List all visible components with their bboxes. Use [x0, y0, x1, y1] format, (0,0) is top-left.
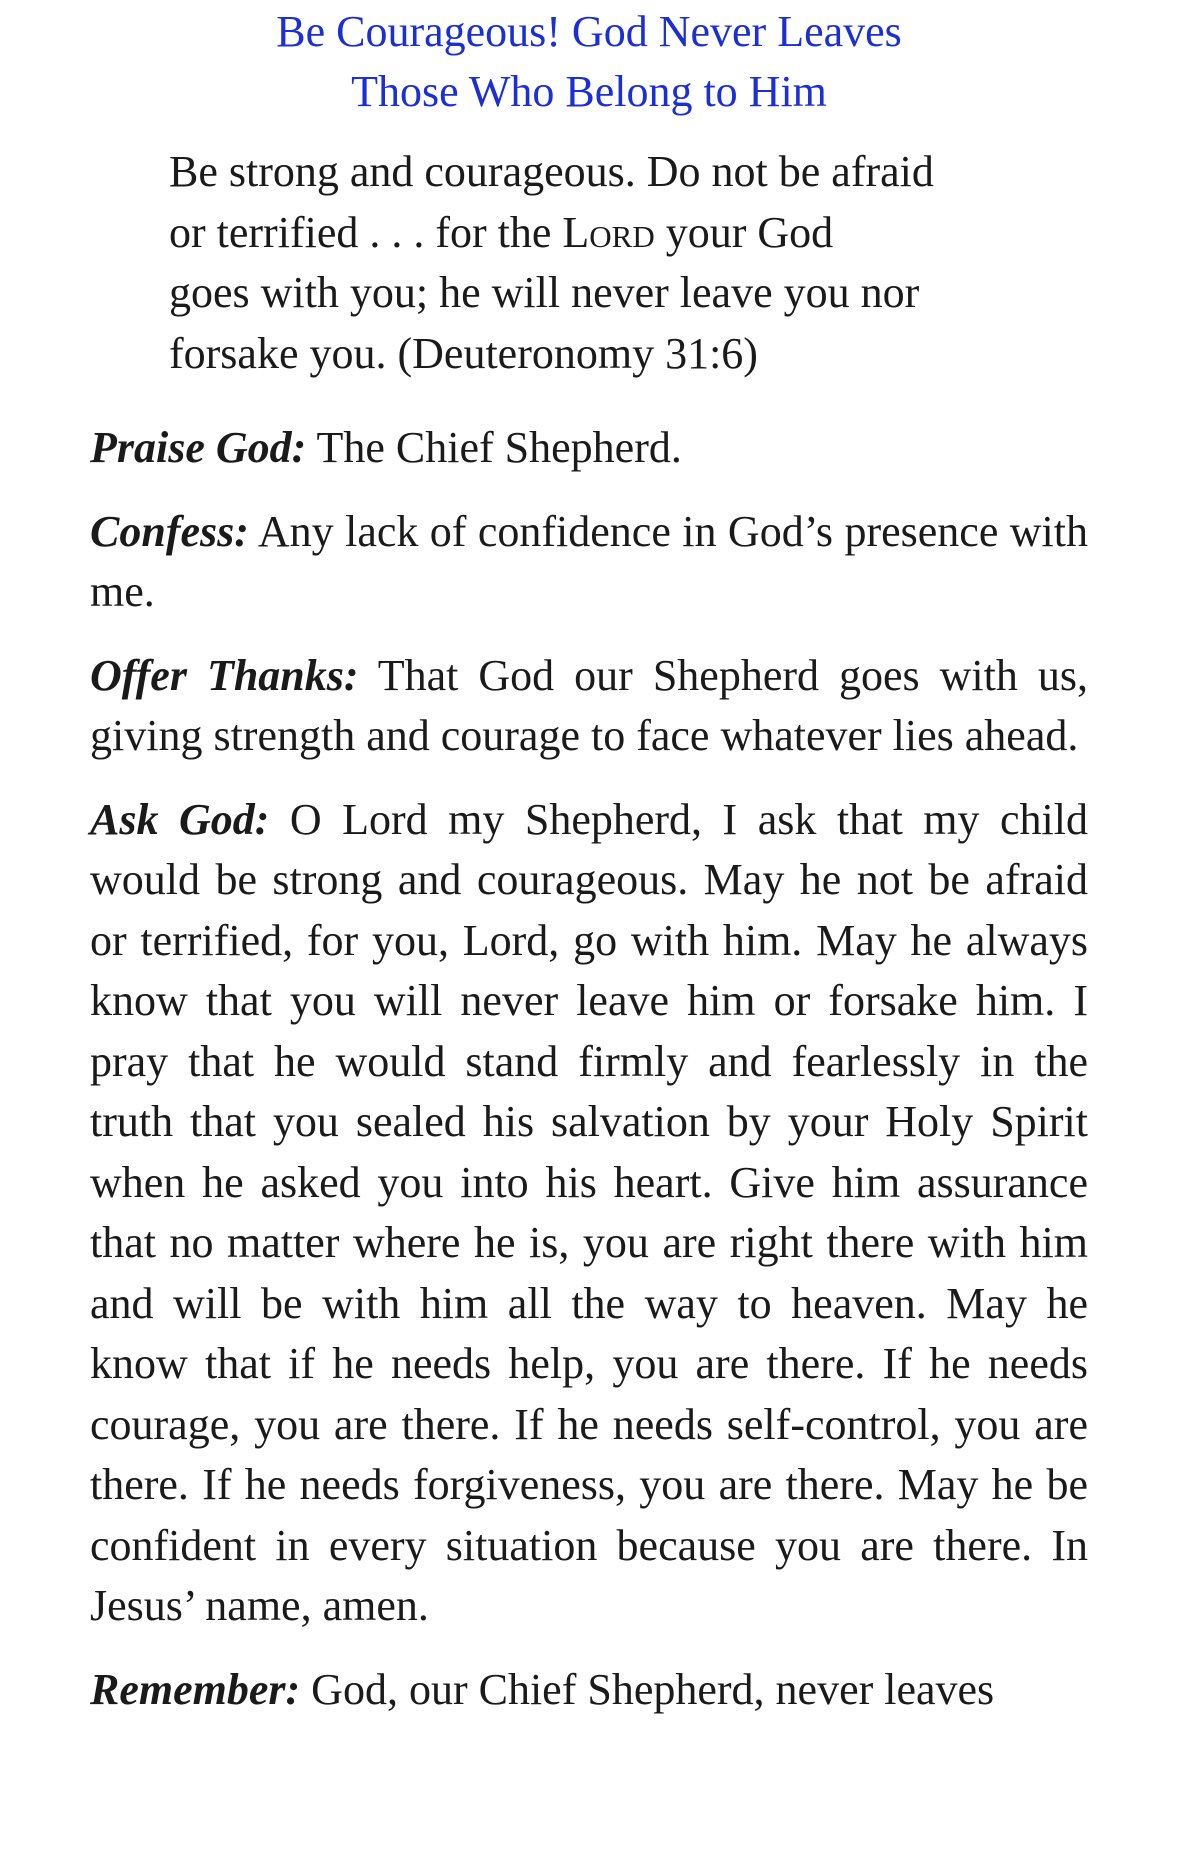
title-line-2: Those Who Belong to Him — [351, 67, 827, 116]
verse-line-4: forsake you. (Deuteronomy 31:6) — [169, 328, 758, 378]
title-line-1: Be Courageous! God Never Leaves — [276, 7, 902, 56]
devotional-title — [90, 2, 1088, 122]
verse-line-1: Be strong and courageous. Do not be afraid — [169, 147, 934, 196]
confess-text: Any lack of confidence in God’s presence with me. — [90, 506, 1088, 616]
ask-paragraph — [90, 790, 1088, 1637]
praise-paragraph — [90, 418, 1088, 479]
ask-text: O Lord my Shepherd, I ask that my child would be strong and courageous. May he not be afraid or terrified, for you, Lord, go with him. May he always know that you will never leave him or forsake him. I pray that he would stand firmly and fearlessly in the truth that you sealed his salvation by your Holy Spirit when he asked you into his heart. Give him assurance that no matter where he is, you are right there with him and will be with him all the way to heaven. May he know that if he needs help, you are there. If he needs courage, you are there. If he needs self-control, you are there. If he needs forgiveness, you are there. May he be confident in every situation because you are there. In Jesus’ name, amen. — [90, 794, 1088, 1630]
remember-text: God, our Chief Shepherd, never leaves — [300, 1664, 995, 1714]
scripture-verse — [169, 142, 1029, 384]
devotional-page — [90, 0, 1088, 1720]
thanks-text: That God our Shepherd goes with us, giving strength and courage to face whatever lies ahead. — [90, 650, 1089, 760]
verse-line-2 — [169, 203, 1029, 264]
verse-line-3: goes with you; he will never leave you nor — [169, 268, 920, 317]
praise-label: Praise God: — [90, 423, 307, 472]
thanks-label: Offer Thanks: — [90, 650, 359, 700]
confess-paragraph — [90, 502, 1088, 623]
remember-label: Remember: — [90, 1664, 301, 1714]
verse-line-2-end: your God — [654, 207, 834, 257]
confess-label: Confess: — [90, 506, 249, 556]
lord-small-caps: Lord — [562, 207, 655, 257]
ask-label: Ask God: — [90, 794, 270, 844]
praise-text: The Chief Shepherd. — [306, 423, 682, 472]
remember-paragraph — [90, 1660, 1088, 1721]
verse-line-2-start: or terrified . . . for the — [169, 207, 563, 257]
thanks-paragraph — [90, 646, 1088, 767]
